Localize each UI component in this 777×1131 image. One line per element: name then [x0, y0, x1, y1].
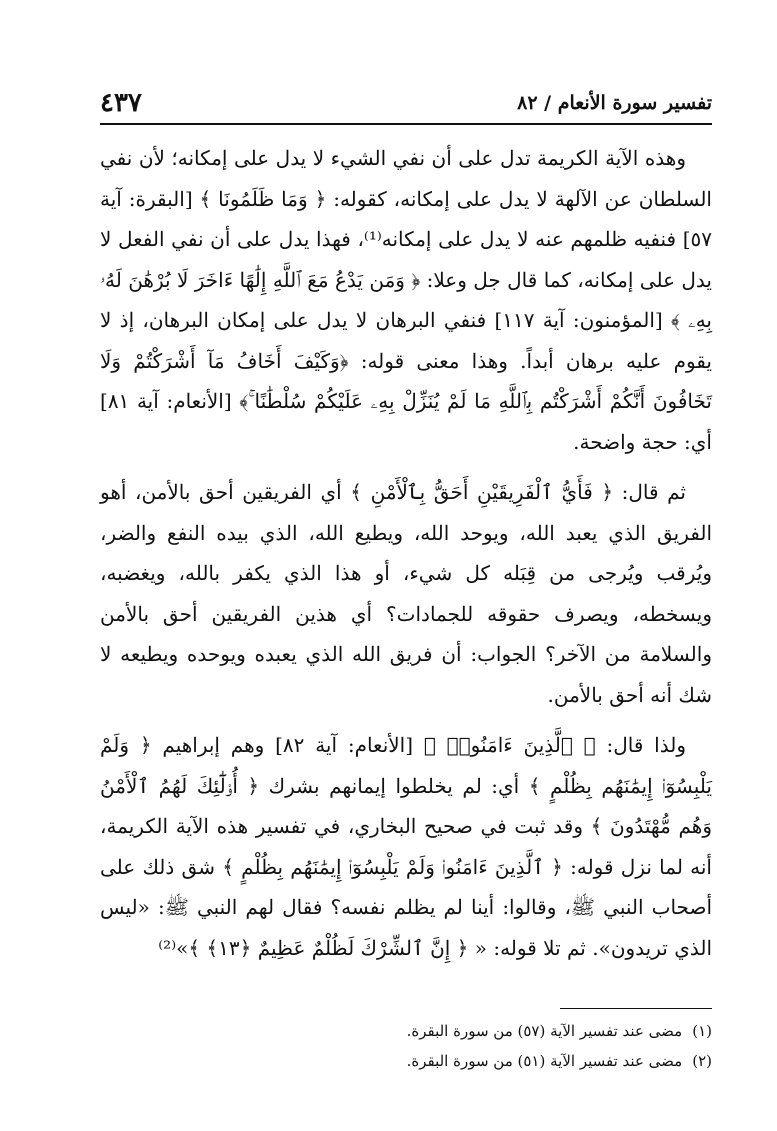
footnote-text: مضى عند تفسير الآية (٥١) من سورة البقرة. [406, 1052, 683, 1070]
running-title: تفسير سورة الأنعام / ٨٢ [517, 92, 712, 114]
header-divider [100, 123, 712, 125]
footnote-divider [560, 1008, 712, 1009]
page-number: ٤٣٧ [100, 88, 142, 118]
main-text [100, 138, 712, 968]
footnote-text: مضى عند تفسير الآية (٥٧) من سورة البقرة. [406, 1022, 683, 1040]
footnote-item [100, 1046, 712, 1076]
footnotes [100, 1016, 712, 1076]
footnote-number: (١) [692, 1022, 712, 1040]
footnote-number: (٢) [692, 1052, 712, 1070]
paragraph-3: ولذا قال: ﴿ ٱلَّذِينَ ءَامَنُوا۟ ﴾ [الأنعام: آية ٨٢] وهم إبراهيم ﴿ وَلَمْ يَلْبِسُوٓا۟ إِيمَٰنَهُم بِظُلْمٍ ﴾ أي: لم يخلطوا إيمانهم بشرك ﴿ أُو۟لَٰٓئِكَ لَهُمُ ٱلْأَمْنُ وَهُم مُّهْتَدُونَ ﴾ وقد ثبت في صحيح البخاري، في تفسير هذه الآية الكريمة، أنه لما نزل قوله: ﴿ ٱلَّذِينَ ءَامَنُوا۟ وَلَمْ يَلْبِسُوٓا۟ إِيمَٰنَهُم بِظُلْمٍ ﴾ شق ذلك على أصحاب النبي ﷺ، وقالوا: أينا لم يظلم نفسه؟ فقال لهم النبي ﷺ: «ليس الذي تريدون». ثم تلا قوله: « ﴿ إِنَّ ٱلشِّرْكَ لَظُلْمٌ عَظِيمٌ ﴿١٣﴾ ﴾»⁽²⁾ [100, 733, 712, 960]
page-header [100, 86, 712, 122]
paragraph-2: ثم قال: ﴿ فَأَيُّ ٱلْفَرِيقَيْنِ أَحَقُّ بِٱلْأَمْنِ ﴾ أي الفريقين أحق بالأمن، أهو الفريق الذي يعبد الله، ويوحد الله، ويطيع الله، الذي بيده النفع والضر، ويُرقب ويُرجى من قِبَله كل شيء، أو هذا الذي يكفر بالله، ويغضبه، ويسخطه، ويصرف حقوقه للجمادات؟ أي هذين الفريقين أحق بالأمن والسلامة من الآخر؟ الجواب: أن فريق الله الذي يعبده ويوحده ويطيعه لا شك أنه أحق بالأمن. [100, 480, 712, 707]
paragraph-1: وهذه الآية الكريمة تدل على أن نفي الشيء لا يدل على إمكانه؛ لأن نفي السلطان عن الآلهة لا يدل على إمكانه، كقوله: ﴿ وَمَا ظَلَمُونَا ﴾ [البقرة: آية ٥٧] فنفيه ظلمهم عنه لا يدل على إمكانه⁽¹⁾، فهذا يدل على أن نفي الفعل لا يدل على إمكانه، كما قال جل وعلا: ﴿ وَمَن يَدْعُ مَعَ ٱللَّهِ إِلَٰهًا ءَاخَرَ لَا بُرْهَٰنَ لَهُۥ بِهِۦ ﴾ [المؤمنون: آية ١١٧] فنفي البرهان لا يدل على إمكان البرهان، إذ لا يقوم عليه برهان أبداً. وهذا معنى قوله: ﴿وَكَيْفَ أَخَافُ مَآ أَشْرَكْتُمْ وَلَا تَخَافُونَ أَنَّكُمْ أَشْرَكْتُم بِٱللَّهِ مَا لَمْ يُنَزِّلْ بِهِۦ عَلَيْكُمْ سُلْطَٰنًا ۚ﴾ [الأنعام: آية ٨١] أي: حجة واضحة. [100, 146, 713, 454]
footnote-item [100, 1016, 712, 1046]
